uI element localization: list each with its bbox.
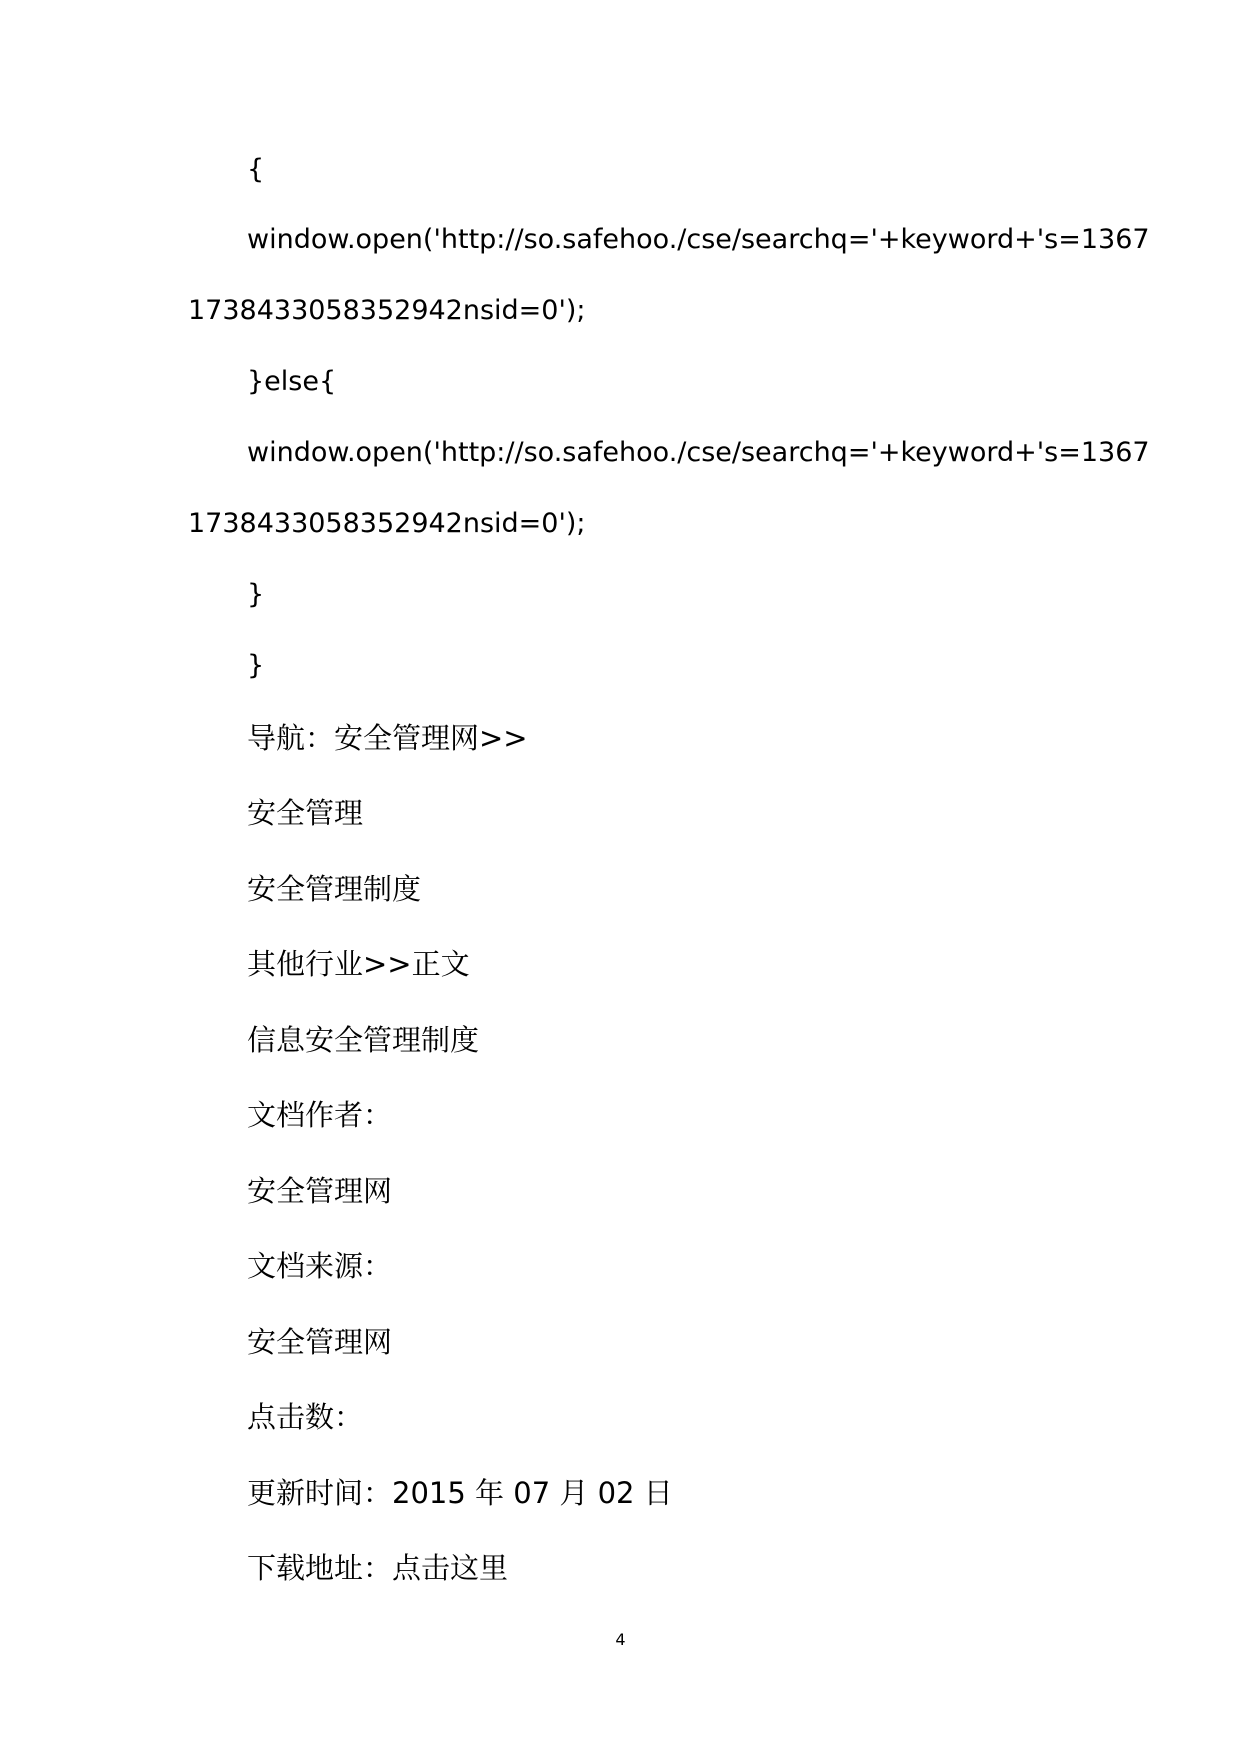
nav-other-industries: 其他行业>>正文 <box>247 947 470 981</box>
code-line-close-brace-2: } <box>247 650 265 681</box>
download-link: 下载地址：点击这里 <box>247 1551 509 1585</box>
article-title: 信息安全管理制度 <box>247 1023 480 1057</box>
code-line-close-brace-1: } <box>247 579 265 610</box>
code-line-window-open-2-cont: 1738433058352942nsid=0'); <box>188 508 586 539</box>
code-line-window-open-2: window.open('http://so.safehoo./cse/searchq='+keyword+'s=1367 <box>247 437 1150 468</box>
update-time: 更新时间：2015 年 07 月 02 日 <box>247 1476 673 1510</box>
code-line-else: }else{ <box>247 366 337 397</box>
code-line-open-brace: { <box>247 154 265 185</box>
click-count-label: 点击数： <box>247 1400 364 1434</box>
author-label: 文档作者： <box>247 1098 393 1132</box>
source-value: 安全管理网 <box>247 1325 393 1359</box>
code-line-window-open-1: window.open('http://so.safehoo./cse/searchq='+keyword+'s=1367 <box>247 224 1150 255</box>
code-line-window-open-1-cont: 1738433058352942nsid=0'); <box>188 295 586 326</box>
nav-safety-management-system: 安全管理制度 <box>247 872 422 906</box>
page-number: 4 <box>615 1630 626 1649</box>
nav-breadcrumb: 导航：安全管理网>> <box>247 721 528 755</box>
nav-safety-management: 安全管理 <box>247 796 364 830</box>
source-label: 文档来源： <box>247 1249 393 1283</box>
author-value: 安全管理网 <box>247 1174 393 1208</box>
